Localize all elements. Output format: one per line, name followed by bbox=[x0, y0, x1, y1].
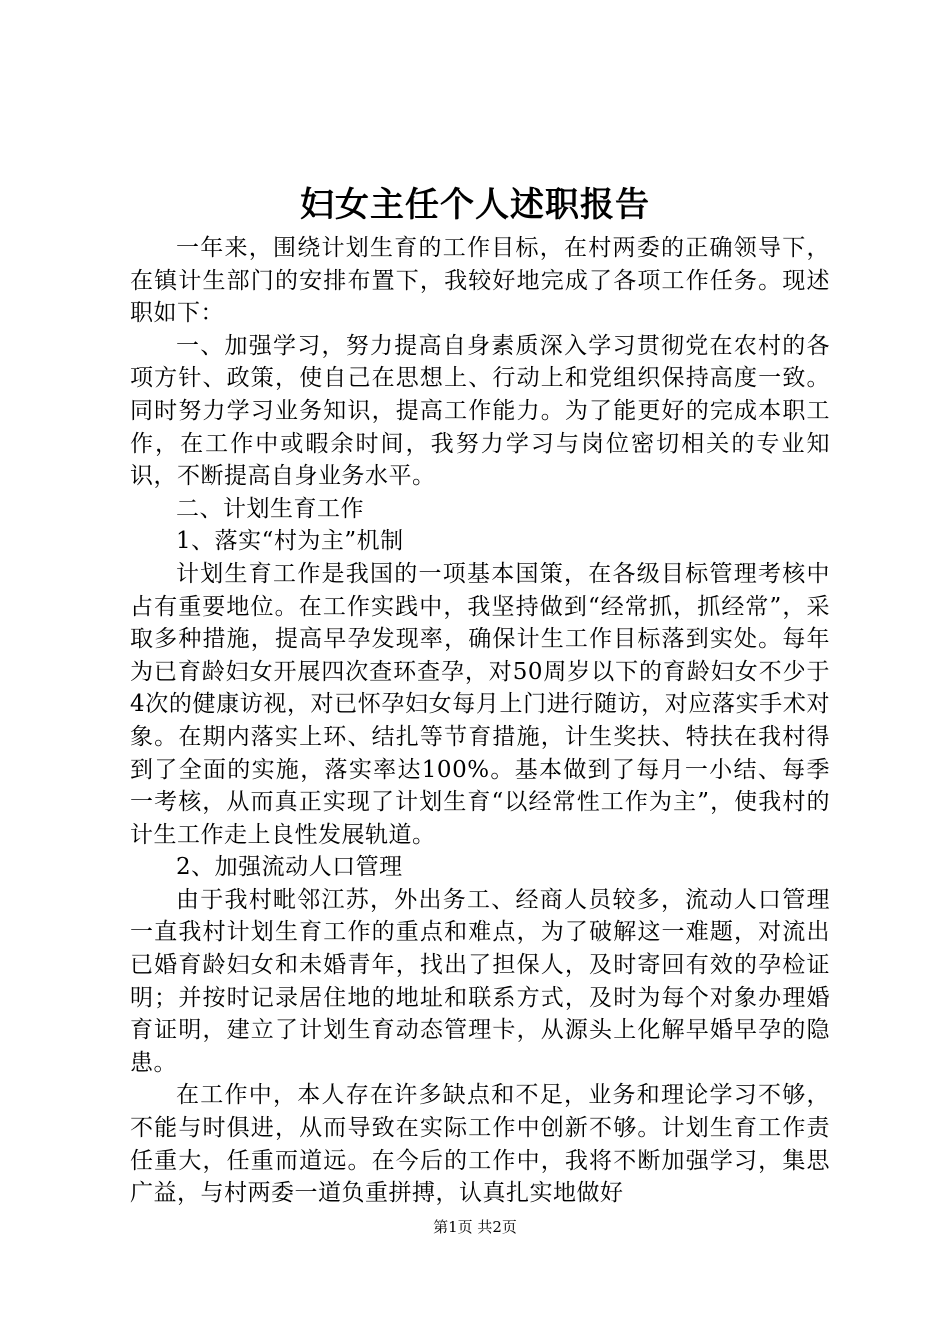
page-number-footer: 第1页 共2页 bbox=[433, 1218, 517, 1236]
paragraph-floating-population: 由于我村毗邻江苏，外出务工、经商人员较多，流动人口管理一直我村计划生育工作的重点和难点，为了破解这一难题，对流出已婚育龄妇女和未婚青年，找出了担保人，及时寄回有效的孕检证明；并按时记录居住地的地址和联系方式，及时为每个对象办理婚育证明，建立了计划生育动态管理卡，从源头上化解早婚早孕的隐患。 bbox=[130, 886, 830, 1076]
paragraph-family-planning-work: 计划生育工作是我国的一项基本国策，在各级目标管理考核中占有重要地位。在工作实践中，我坚持做到“经常抓，抓经常”，采取多种措施，提高早孕发现率，确保计生工作目标落到实处。每年为已育龄妇女开展四次查环查孕，对50周岁以下的育龄妇女不少于4次的健康访视，对已怀孕妇女每月上门进行随访，对应落实手术对象。在期内落实上环、结扎等节育措施，计生奖扶、特扶在我村得到了全面的实施，落实率达100%。基本做到了每月一小结、每季一考核，从而真正实现了计划生育“以经常性工作为主”，使我村的计生工作走上良性发展轨道。 bbox=[130, 560, 830, 848]
document-title: 妇女主任个人述职报告 bbox=[300, 185, 650, 225]
document-body bbox=[130, 232, 830, 1210]
paragraph-shortcomings: 在工作中，本人存在许多缺点和不足，业务和理论学习不够，不能与时俱进，从而导致在实际工作中创新不够。计划生育工作责任重大，任重而道远。在今后的工作中，我将不断加强学习，集思广益，与村两委一道负重拼搏，认真扎实地做好 bbox=[130, 1082, 830, 1207]
paragraph-study: 一、加强学习，努力提高自身素质深入学习贯彻党在农村的各项方针、政策，使自己在思想上、行动上和党组织保持高度一致。同时努力学习业务知识，提高工作能力。为了能更好的完成本职工作，在工作中或暇余时间，我努力学习与岗位密切相关的专业知识，不断提高自身业务水平。 bbox=[130, 332, 830, 490]
section-heading-family-planning: 二、计划生育工作 bbox=[176, 495, 364, 522]
subheading-village-mechanism: 1、落实“村为主”机制 bbox=[176, 528, 404, 555]
subheading-floating-population: 2、加强流动人口管理 bbox=[176, 854, 403, 881]
paragraph-intro: 一年来，围绕计划生育的工作目标，在村两委的正确领导下，在镇计生部门的安排布置下，我较好地完成了各项工作任务。现述职如下： bbox=[130, 235, 830, 327]
